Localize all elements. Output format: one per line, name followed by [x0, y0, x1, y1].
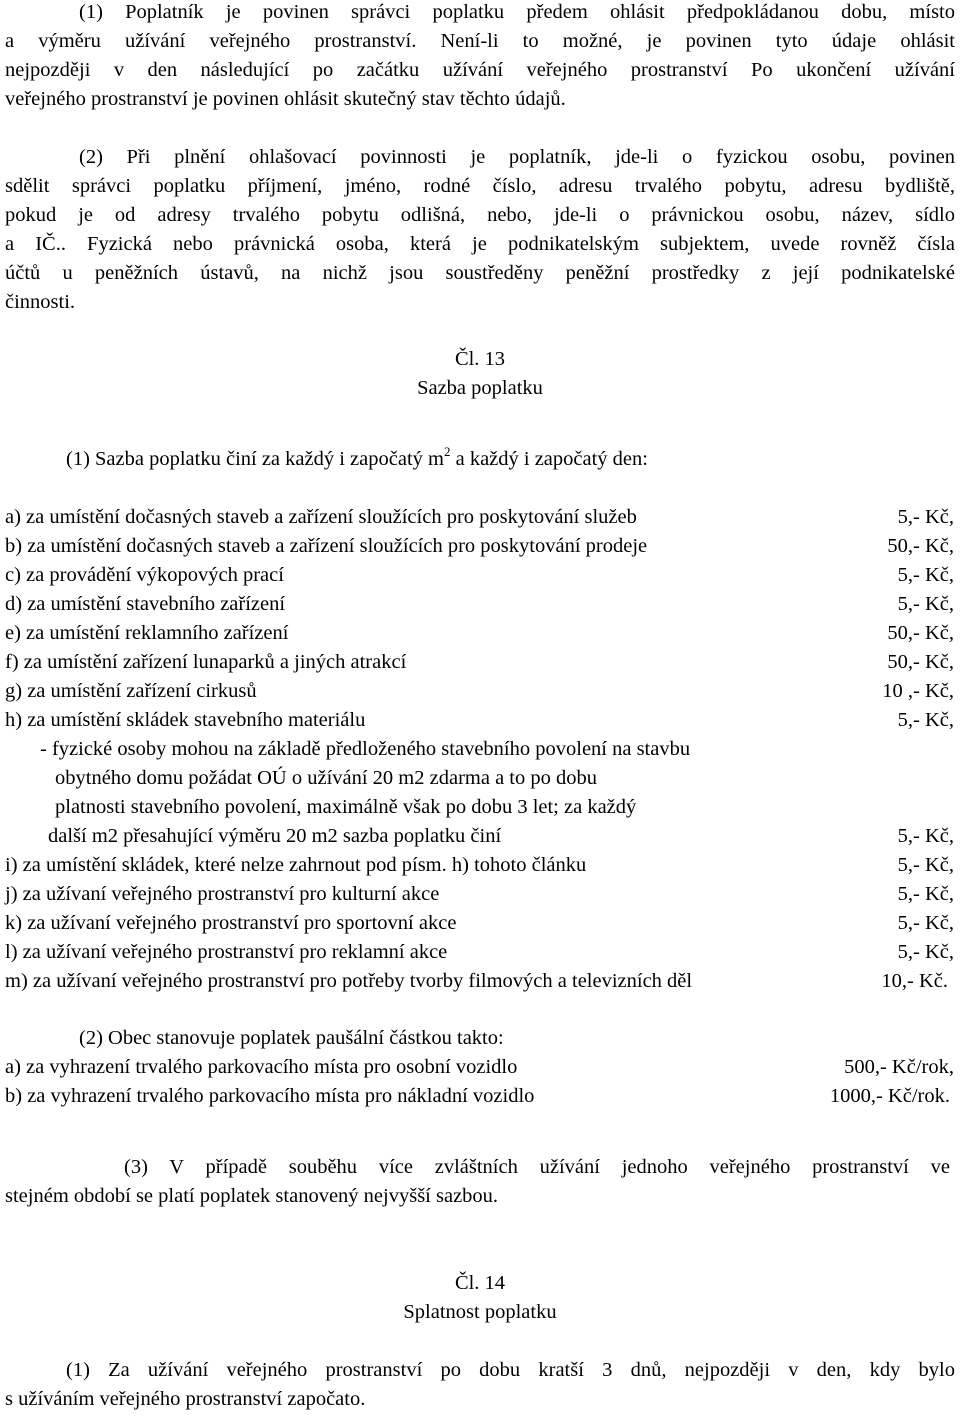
art13-p3-line-2: stejném období se platí poplatek stanovený nejvyšší sazbou. [5, 1185, 499, 1207]
rate-amount-m: 10,- Kč. [881, 970, 948, 992]
rate-amount-a: 5,- Kč, [897, 506, 954, 528]
art13-p2-intro: (2) Obec stanovuje poplatek paušální částkou takto: [79, 1027, 504, 1049]
rate-item-a: a) za umístění dočasných staveb a zařízení sloužících pro poskytování služeb [5, 506, 637, 528]
rate-amount-f: 50,- Kč, [887, 651, 954, 673]
rate-amount-h: 5,- Kč, [897, 709, 954, 731]
rate-item-i: i) za umístění skládek, které nelze zahrnout pod písm. h) tohoto článku [5, 854, 587, 876]
rate-item-g: g) za umístění zařízení cirkusů [5, 680, 257, 702]
art12-p1-line-2: a výměru užívání veřejného prostranství. Není-li to možné, je povinen tyto údaje ohlásit [5, 30, 955, 52]
rate-item-c: c) za provádění výkopových prací [5, 564, 284, 586]
article-14-number: Čl. 14 [454, 1272, 506, 1294]
art12-p2-line-1: (2) Při plnění ohlašovací povinnosti je poplatník, jde-li o fyzickou osobu, povinen [79, 146, 955, 168]
rate-amount-k: 5,- Kč, [897, 912, 954, 934]
note-line-3: platnosti stavebního povolení, maximálně však po dobu 3 let; za každý [55, 796, 637, 818]
flat-item-b: b) za vyhrazení trvalého parkovacího místa pro nákladní vozidlo [5, 1085, 535, 1107]
art12-p2-line-5: účtů u peněžních ústavů, na nichž jsou soustředěny peněžní prostředky z její podnikatelské [5, 262, 955, 284]
art12-p1-line-3: nejpozději v den následující po začátku užívání veřejného prostranství Po ukončení užívání [5, 59, 955, 81]
rate-item-f: f) za umístění zařízení lunaparků a jiných atrakcí [5, 651, 407, 673]
art12-p2-line-6: činnosti. [5, 291, 76, 313]
article-13-title: Sazba poplatku [417, 377, 543, 399]
art13-p3-line-1: (3) V případě souběhu více zvláštních užívání jednoho veřejného prostranství ve [124, 1156, 950, 1178]
note-line-2: obytného domu požádat OÚ o užívání 20 m2 zdarma a to po dobu [55, 767, 597, 789]
rate-item-k: k) za užívaní veřejného prostranství pro sportovní akce [5, 912, 457, 934]
rate-amount-i: 5,- Kč, [897, 854, 954, 876]
rate-amount-c: 5,- Kč, [897, 564, 954, 586]
superscript-2: 2 [443, 444, 451, 459]
rate-item-e: e) za umístění reklamního zařízení [5, 622, 289, 644]
rate-amount-b: 50,- Kč, [887, 535, 954, 557]
note-line-4: další m2 přesahující výměru 20 m2 sazba poplatku činí [48, 825, 502, 847]
art12-p2-line-2: sdělit správci poplatku příjmení, jméno, rodné číslo, adresu trvalého pobytu, adresu bydliště, [5, 175, 955, 197]
note-amount: 5,- Kč, [897, 825, 954, 847]
rate-item-d: d) za umístění stavebního zařízení [5, 593, 286, 615]
flat-item-a: a) za vyhrazení trvalého parkovacího místa pro osobní vozidlo [5, 1056, 518, 1078]
rate-amount-l: 5,- Kč, [897, 941, 954, 963]
art14-p1-line-1: (1) Za užívání veřejného prostranství po dobu kratší 3 dnů, nejpozději v den, kdy bylo [66, 1359, 955, 1381]
rate-item-l: l) za užívaní veřejného prostranství pro reklamní akce [5, 941, 448, 963]
rate-item-b: b) za umístění dočasných staveb a zařízení sloužících pro poskytování prodeje [5, 535, 648, 557]
art12-p1-line-1: (1) Poplatník je povinen správci poplatku předem ohlásit předpokládanou dobu, místo [79, 1, 955, 23]
rate-amount-d: 5,- Kč, [897, 593, 954, 615]
rate-amount-j: 5,- Kč, [897, 883, 954, 905]
art14-p1-line-2: s užíváním veřejného prostranství započato. [5, 1388, 366, 1410]
rate-item-j: j) za užívaní veřejného prostranství pro kulturní akce [5, 883, 440, 905]
flat-amount-a: 500,- Kč/rok, [844, 1056, 954, 1078]
rate-item-h: h) za umístění skládek stavebního materiálu [5, 709, 366, 731]
rate-amount-e: 50,- Kč, [887, 622, 954, 644]
rate-item-m: m) za užívaní veřejného prostranství pro potřeby tvorby filmových a televizních děl [5, 970, 693, 992]
art12-p2-line-4: a IČ.. Fyzická nebo právnická osoba, která je podnikatelským subjektem, uvede rovněž čísla [5, 233, 955, 255]
article-13-intro: (1) Sazba poplatku činí za každý i započatý $m^2$ a každý i započatý den: [66, 444, 648, 470]
flat-amount-b: 1000,- Kč/rok. [829, 1085, 950, 1107]
rate-amount-g: 10 ,- Kč, [882, 680, 954, 702]
art12-p1-line-4: veřejného prostranství je povinen ohlásit skutečný stav těchto údajů. [5, 88, 566, 110]
art12-p2-line-3: pokud je od adresy trvalého pobytu odlišná, nebo, jde-li o právnickou osobu, název, sídlo [5, 204, 955, 226]
note-line-1: - fyzické osoby mohou na základě předloženého stavebního povolení na stavbu [40, 738, 691, 760]
article-14-title: Splatnost poplatku [403, 1301, 557, 1323]
article-13-number: Čl. 13 [454, 348, 506, 370]
